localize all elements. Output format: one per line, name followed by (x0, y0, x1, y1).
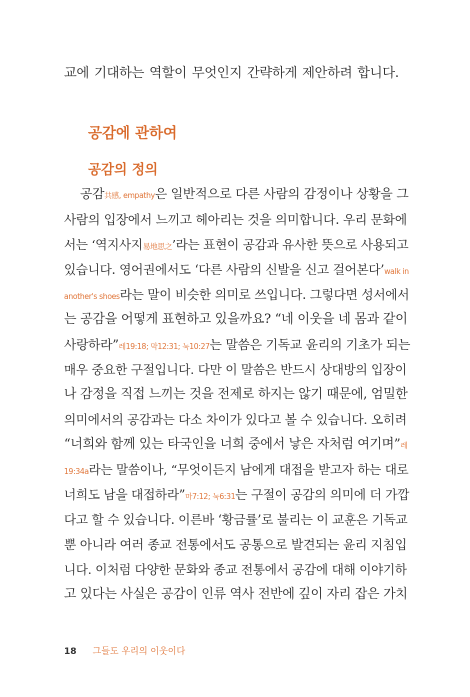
body-line (64, 261, 409, 281)
annotation: 19:34a (64, 467, 89, 476)
annotation: 레19:18; 막12:31; 눅10:27 (118, 342, 210, 351)
page-number: 18 (64, 647, 77, 657)
body-text: 라는 말이 비슷한 의미로 쓰입니다. 그렇다면 성서에서 (119, 287, 410, 302)
body-line (64, 336, 409, 356)
body-text: 공감 (80, 187, 105, 202)
body-text: 있습니다. 영어권에서도 ‘다른 사람의 신발을 신고 걸어본다’ (64, 262, 385, 277)
body-line (64, 486, 409, 506)
body-line (64, 436, 409, 455)
intro-line: 교에 기대하는 역할이 무엇인지 간략하게 제안하려 합니다. (64, 66, 399, 81)
body-line: 의미에서의 공감과는 다소 차이가 있다고 볼 수 있습니다. 오히려 (64, 412, 407, 427)
section-heading: 공감에 관하여 (88, 126, 178, 142)
body-line (80, 186, 409, 205)
body-text: 는 말씀은 기독교 윤리의 기초가 되는 (209, 337, 411, 352)
body-text: 은 일반적으로 다른 사람의 감정이나 상황을 그 (154, 187, 409, 202)
body-text: 사랑하라” (64, 337, 119, 352)
body-line: 고 있다는 사실은 공감이 인류 역사 전반에 깊이 자리 잡은 가치 (64, 587, 408, 602)
body-text: ’라는 표현이 공감과 유사한 뜻으로 사용되고 (172, 237, 409, 252)
body-line: 니다. 이처럼 다양한 문화와 종교 전통에서 공감에 대해 이야기하 (64, 562, 407, 577)
body-line: 나 감정을 직접 느끼는 것을 전제로 하지는 않기 때문에, 엄밀한 (64, 387, 408, 402)
body-line: 다고 할 수 있습니다. 이른바 ‘황금률’로 불리는 이 교훈은 기독교 (64, 512, 408, 527)
body-line: 는 공감을 어떻게 표현하고 있을까요? “네 이웃을 네 몸과 같이 (64, 312, 408, 327)
body-line: 사람의 입장에서 느끼고 헤아리는 것을 의미합니다. 우리 문화에 (64, 212, 407, 227)
annotation: walk in (384, 267, 409, 276)
body-text: 너희도 남을 대접하라” (64, 487, 186, 502)
annotation: 마7:12; 눅6:31 (185, 492, 236, 501)
annotation: 레 (400, 441, 408, 450)
body-line: 매우 중요한 구절입니다. 다만 이 말씀은 반드시 상대방의 입장이 (64, 362, 407, 377)
annotation: 易地思之 (142, 242, 172, 251)
body-text: 라는 말씀이나, “무엇이든지 남에게 대접을 받고자 하는 대로 (88, 462, 409, 477)
body-text: 는 구절이 공감의 의미에 더 가깝 (235, 487, 410, 502)
body-line (64, 236, 409, 256)
body-line: 뿐 아니라 여러 종교 전통에서도 공통으로 발견되는 윤리 지침입 (64, 537, 407, 552)
body-text: “너희와 함께 있는 타국인을 너희 중에서 낳은 자처럼 여기며” (64, 437, 401, 452)
annotation: 共感, empathy (104, 191, 155, 200)
body-line (64, 461, 409, 481)
running-title: 그들도 우리의 이웃이다 (92, 647, 186, 657)
body-line (64, 286, 409, 306)
body-text: 서는 ‘역지사지 (64, 237, 143, 252)
subsection-heading: 공감의 정의 (88, 162, 158, 178)
annotation: another's shoes (64, 292, 120, 301)
page-footer (64, 644, 185, 657)
